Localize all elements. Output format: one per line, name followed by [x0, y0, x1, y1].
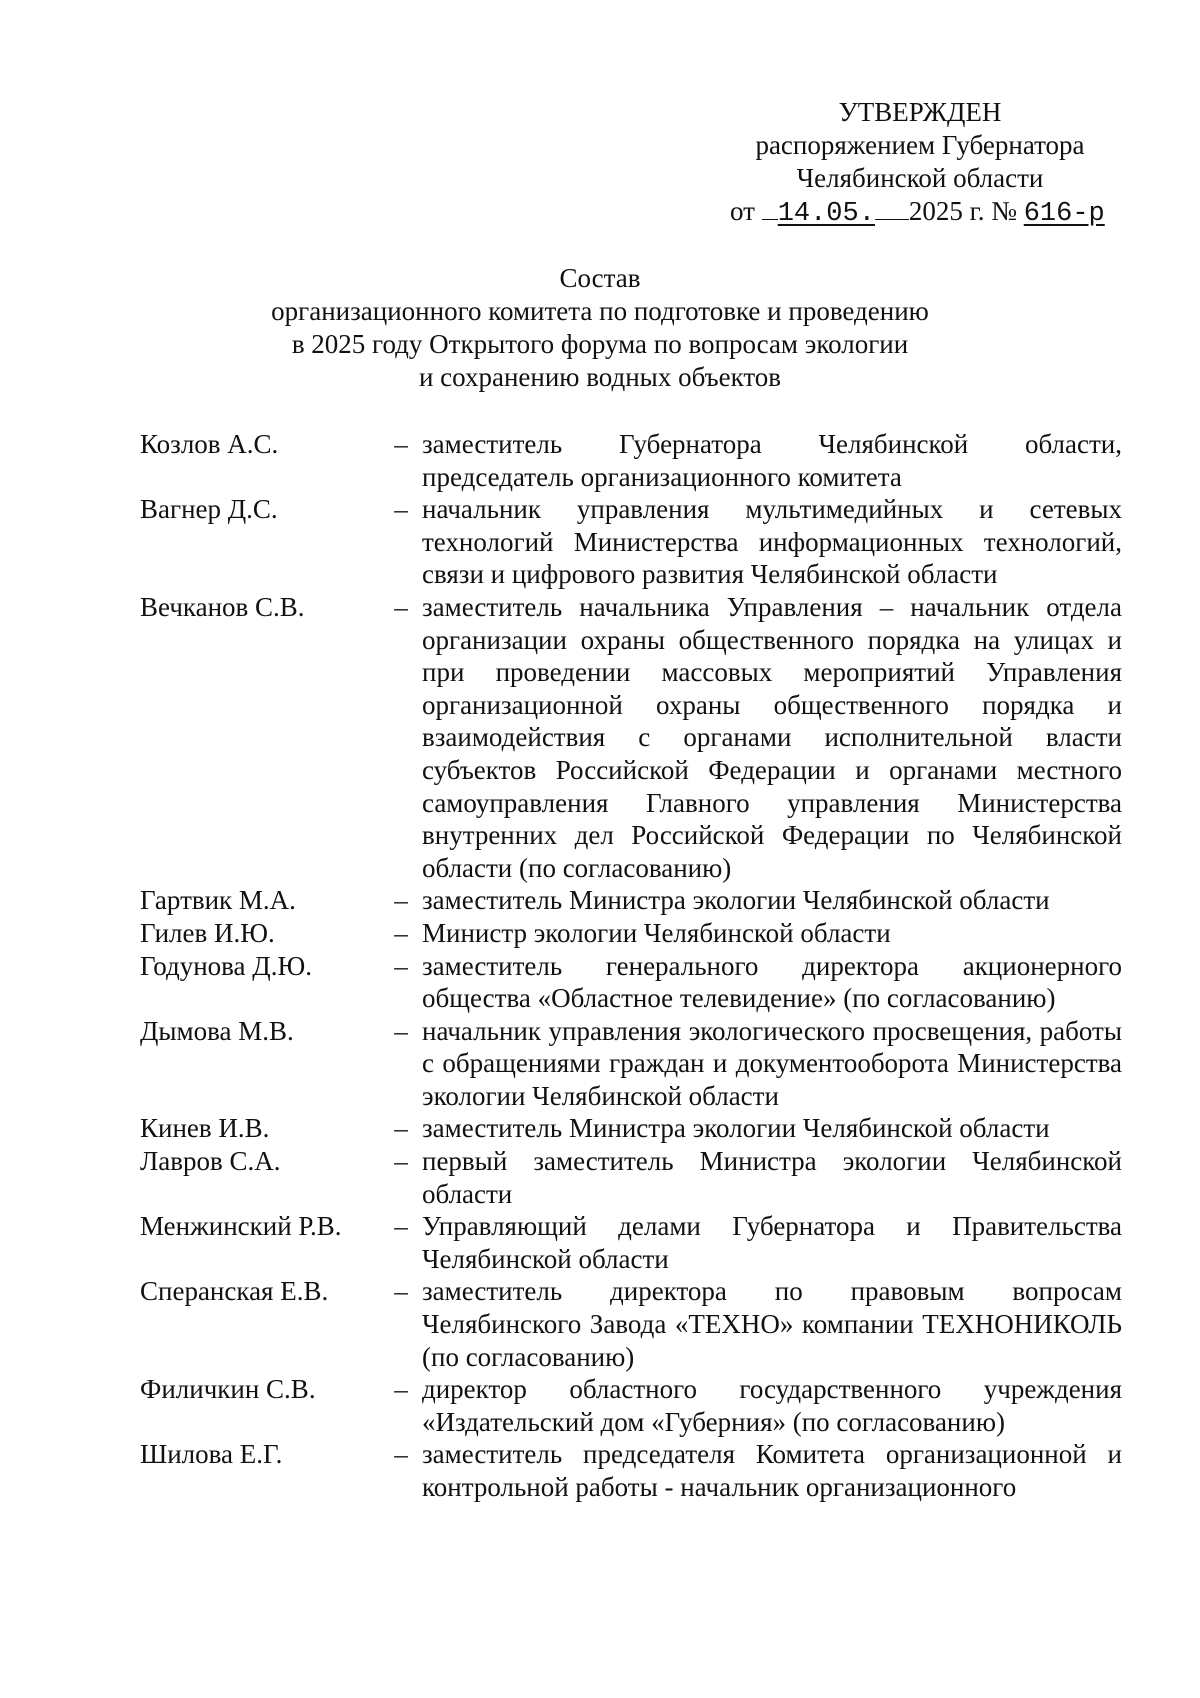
member-name: Менжинский Р.В. [140, 1211, 342, 1242]
member-name: Годунова Д.Ю. [140, 950, 312, 981]
member-row [140, 493, 1120, 591]
member-dash: – [394, 1113, 408, 1144]
member-dash: – [394, 1374, 408, 1405]
approval-block [720, 96, 1120, 231]
member-description: заместитель директора по правовым вопросам Челябинского Завода «ТЕХНО» компании ТЕХНОНИКОЛЬ (по согласованию) [422, 1276, 1122, 1372]
order-number: 616-р [1023, 199, 1105, 229]
member-dash: – [394, 917, 408, 948]
member-row [140, 1210, 1120, 1275]
member-name: Сперанская Е.В. [140, 1276, 329, 1307]
members-list [140, 428, 1120, 1504]
member-name: Кинев И.В. [140, 1113, 270, 1144]
title-heading: Состав [559, 263, 641, 293]
title-line-3: и сохранению водных объектов [418, 362, 782, 392]
member-name: Филичкин С.В. [140, 1374, 316, 1405]
member-name: Шилова Е.Г. [140, 1439, 283, 1470]
member-name: Козлов А.С. [140, 429, 279, 459]
member-row [140, 1373, 1120, 1438]
member-dash: – [394, 1211, 408, 1242]
member-name: Гилев И.Ю. [140, 917, 275, 948]
member-row [140, 917, 1120, 950]
member-row [140, 1275, 1120, 1373]
member-name: Вечканов С.В. [140, 591, 305, 622]
date-prefix: от [730, 196, 755, 226]
member-description: заместитель начальника Управления – начальник отдела организации охраны общественного порядка на улицах и при проведении массовых мероприятий Управления организационной охраны общественного порядка и взаимодействия с органами исполнительной власти субъектов Российской Федерации и органами местного самоуправления Главного управления Министерства внутренних дел Российской Федерации по Челябинской области (по согласованию) [422, 591, 1122, 883]
member-dash: – [394, 494, 408, 525]
member-name: Гартвик М.А. [140, 885, 296, 916]
member-dash: – [394, 1439, 408, 1470]
member-name: Лавров С.А. [140, 1146, 281, 1177]
member-row [140, 428, 1120, 493]
member-description: Министр экологии Челябинской области [422, 917, 891, 948]
member-name: Вагнер Д.С. [140, 494, 278, 525]
member-description: заместитель генерального директора акционерного общества «Областное телевидение» (по согласованию) [422, 950, 1122, 1014]
date-blank-left [762, 195, 778, 220]
member-row [140, 1112, 1120, 1145]
title-line-1: организационного комитета по подготовке и проведению [271, 296, 929, 326]
member-description: Управляющий делами Губернатора и Правительства Челябинской области [422, 1211, 1122, 1274]
member-row [140, 950, 1120, 1015]
member-row [140, 1145, 1120, 1210]
region-label: Челябинской области [796, 163, 1044, 193]
member-row [140, 1438, 1120, 1503]
member-dash: – [394, 950, 408, 981]
member-name: Дымова М.В. [140, 1015, 294, 1046]
member-description: заместитель Губернатора Челябинской области, председатель организационного комитета [422, 429, 1122, 492]
member-description: заместитель Министра экологии Челябинской области [422, 885, 1050, 916]
member-description: начальник управления мультимедийных и сетевых технологий Министерства информационных технологий, связи и цифрового развития Челябинской области [422, 494, 1122, 590]
document-title [150, 262, 1050, 394]
member-description: первый заместитель Министра экологии Челябинской области [422, 1146, 1122, 1209]
order-label: распоряжением Губернатора [755, 130, 1085, 160]
member-description: начальник управления экологического просвещения, работы с обращениями граждан и документооборота Министерства экологии Челябинской области [422, 1015, 1122, 1111]
title-line-2: в 2025 году Открытого форума по вопросам экологии [291, 329, 909, 359]
member-description: директор областного государственного учреждения «Издательский дом «Губерния» (по согласованию) [422, 1374, 1122, 1437]
order-date-line [720, 195, 1120, 231]
approved-label: УТВЕРЖДЕН [838, 97, 1002, 127]
member-dash: – [394, 1276, 408, 1307]
member-row [140, 884, 1120, 917]
member-dash: – [394, 429, 408, 459]
member-dash: – [394, 1015, 408, 1046]
member-dash: – [394, 1146, 408, 1177]
member-dash: – [394, 591, 408, 622]
member-row [140, 1015, 1120, 1113]
member-description: заместитель председателя Комитета организационной и контрольной работы - начальник организационного [422, 1439, 1122, 1502]
member-dash: – [394, 885, 408, 916]
date-blank-right [875, 195, 909, 220]
member-row [140, 591, 1120, 884]
order-date: 14.05. [777, 199, 875, 229]
member-description: заместитель Министра экологии Челябинской области [422, 1113, 1050, 1144]
order-year: 2025 г. № [908, 196, 1017, 226]
